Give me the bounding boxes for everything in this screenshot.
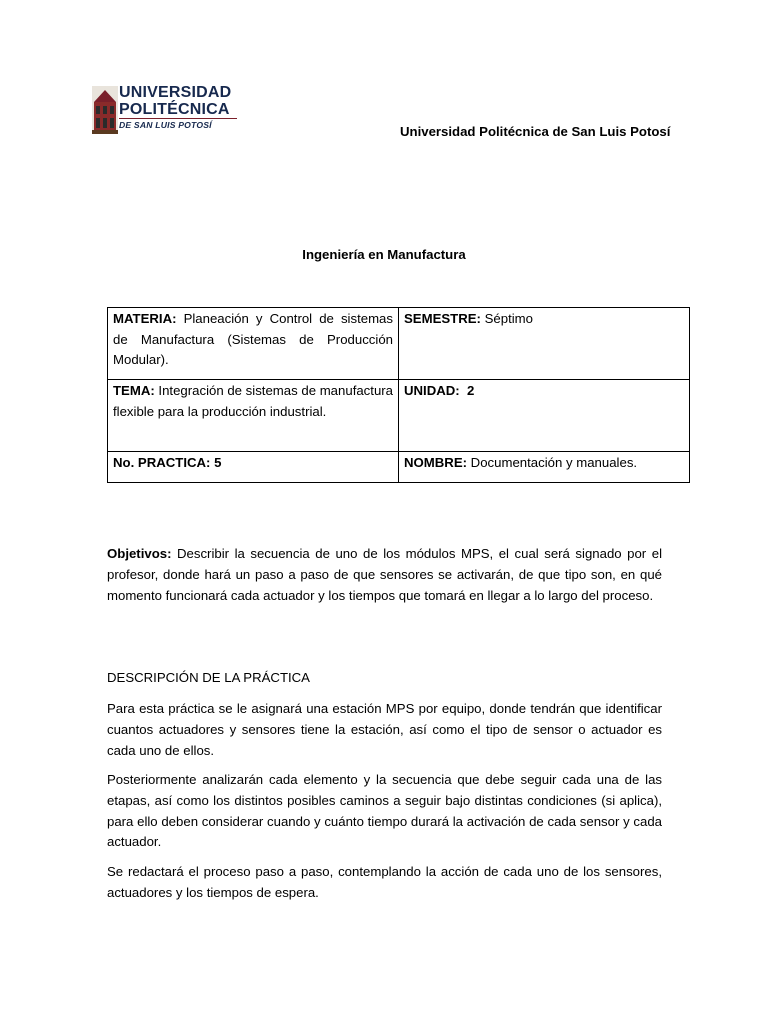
tema-label: TEMA:	[113, 383, 155, 398]
description-paragraph-1: Para esta práctica se le asignará una estación MPS por equipo, donde tendrán que identificar cuantos actuadores y sensores tiene la estación, así como el tipo de sensor o actuador es cada uno de ellos.	[107, 701, 662, 758]
materia-cell	[108, 308, 399, 380]
objetivos-text: Describir la secuencia de uno de los módulos MPS, el cual será signado por el profesor, donde hará un paso a paso de que sensores se activarán, de que tipo son, en qué momento funcionará cada actuador y los tiempos que tomará en llegar a lo largo del proceso.	[107, 546, 662, 603]
semestre-cell	[399, 308, 690, 380]
materia-label: MATERIA:	[113, 311, 177, 326]
logo-line-3: DE SAN LUIS POTOSÍ	[119, 118, 237, 131]
table-row	[108, 308, 690, 380]
logo-text	[119, 84, 237, 131]
table-row	[108, 380, 690, 452]
descripcion-heading: DESCRIPCIÓN DE LA PRÁCTICA	[107, 670, 310, 685]
header-institution-name: Universidad Politécnica de San Luis Potosí	[400, 124, 671, 139]
semestre-value: Séptimo	[480, 311, 533, 326]
university-logo	[92, 84, 236, 136]
materia-value: Planeación y Control de sistemas de Manufactura (Sistemas de Producción Modular).	[113, 311, 393, 367]
unidad-value: 2	[459, 383, 475, 398]
logo-line-2: POLITÉCNICA	[119, 101, 230, 118]
nombre-cell	[399, 452, 690, 483]
description-paragraph-3: Se redactará el proceso paso a paso, contemplando la acción de cada uno de los sensores, actuadores y los tiempos de espera.	[107, 864, 662, 900]
logo-line-1: UNIVERSIDAD	[119, 84, 232, 101]
semestre-label: SEMESTRE:	[404, 311, 481, 326]
document-subtitle: Ingeniería en Manufactura	[302, 247, 466, 262]
university-building-icon	[92, 86, 118, 134]
objetivos-label: Objetivos:	[107, 546, 172, 561]
unidad-cell	[399, 380, 690, 452]
course-info-table	[107, 307, 690, 483]
table-row	[108, 452, 690, 483]
tema-value: Integración de sistemas de manufactura flexible para la producción industrial.	[113, 383, 394, 419]
unidad-label: UNIDAD:	[404, 383, 460, 398]
objetivos-paragraph	[107, 544, 662, 606]
tema-cell	[108, 380, 399, 452]
nombre-value: Documentación y manuales.	[467, 455, 638, 470]
description-paragraph-2: Posteriormente analizarán cada elemento y la secuencia que debe seguir cada una de las etapas, así como los distintos posibles caminos a seguir bajo distintas condiciones (si aplica), para ello deben considerar cuando y cuánto tiempo durará la activación de cada sensor y cada actuador.	[107, 772, 662, 850]
nombre-label: NOMBRE:	[404, 455, 468, 470]
practica-label: No. PRACTICA: 5	[113, 455, 222, 470]
practica-cell	[108, 452, 399, 483]
